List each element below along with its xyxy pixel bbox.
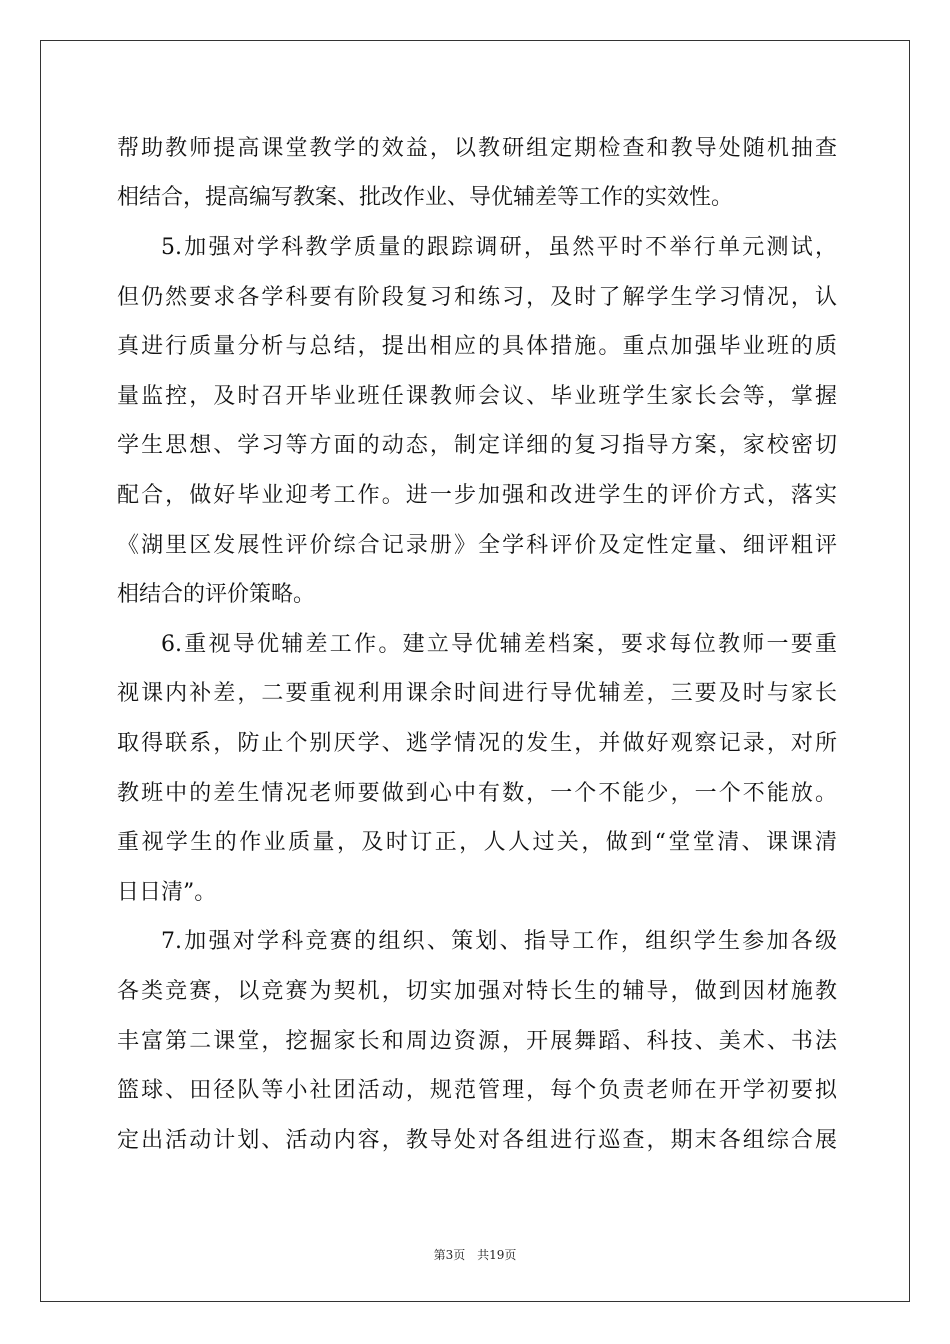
text-line: 相结合，提高编写教案、批改作业、导优辅差等工作的实效性。: [117, 185, 734, 210]
page-total: 共19页: [477, 1248, 517, 1262]
text-line: 相结合的评价策略。: [117, 582, 316, 607]
paragraph-7-start: 7.加强对学科竞赛的组织、策划、指导工作，组织学生参加各级: [161, 929, 837, 954]
text-line: 但仍然要求各学科要有阶段复习和练习，及时了解学生学习情况，认: [117, 285, 837, 310]
text-line: 《湖里区发展性评价综合记录册》全学科评价及定性定量、细评粗评: [117, 533, 837, 558]
page-number: 第3页: [433, 1248, 466, 1262]
text-line: 帮助教师提高课堂教学的效益，以教研组定期检查和教导处随机抽查: [117, 136, 837, 161]
text-line: 重视学生的作业质量，及时订正，人人过关，做到“堂堂清、课课清: [117, 830, 837, 855]
text-line: 学生思想、学习等方面的动态，制定详细的复习指导方案，家校密切: [117, 433, 837, 458]
text-line: 视课内补差，二要重视利用课余时间进行导优辅差，三要及时与家长: [117, 681, 837, 706]
text-line: 真进行质量分析与总结，提出相应的具体措施。重点加强毕业班的质: [117, 334, 837, 359]
page-footer: [0, 1246, 950, 1263]
text-line: 篮球、田径队等小社团活动，规范管理，每个负责老师在开学初要拟: [117, 1078, 837, 1103]
text-line: 定出活动计划、活动内容，教导处对各组进行巡查，期末各组综合展: [117, 1128, 837, 1153]
text-line: 取得联系，防止个别厌学、逃学情况的发生，并做好观察记录，对所: [117, 731, 837, 756]
paragraph-6-start: 6.重视导优辅差工作。建立导优辅差档案，要求每位教师一要重: [161, 632, 837, 657]
text-line: 各类竞赛，以竞赛为契机，切实加强对特长生的辅导，做到因材施教: [117, 979, 837, 1004]
page-border: [40, 40, 910, 1302]
text-line: 日日清”。: [117, 880, 217, 905]
text-line: 教班中的差生情况老师要做到心中有数，一个不能少，一个不能放。: [117, 781, 837, 806]
text-line: 丰富第二课堂，挖掘家长和周边资源，开展舞蹈、科技、美术、书法: [117, 1029, 837, 1054]
text-line: 量监控，及时召开毕业班任课教师会议、毕业班学生家长会等，掌握: [117, 384, 837, 409]
paragraph-5-start: 5.加强对学科教学质量的跟踪调研，虽然平时不举行单元测试，: [161, 235, 837, 260]
text-line: 配合，做好毕业迎考工作。进一步加强和改进学生的评价方式，落实: [117, 483, 837, 508]
